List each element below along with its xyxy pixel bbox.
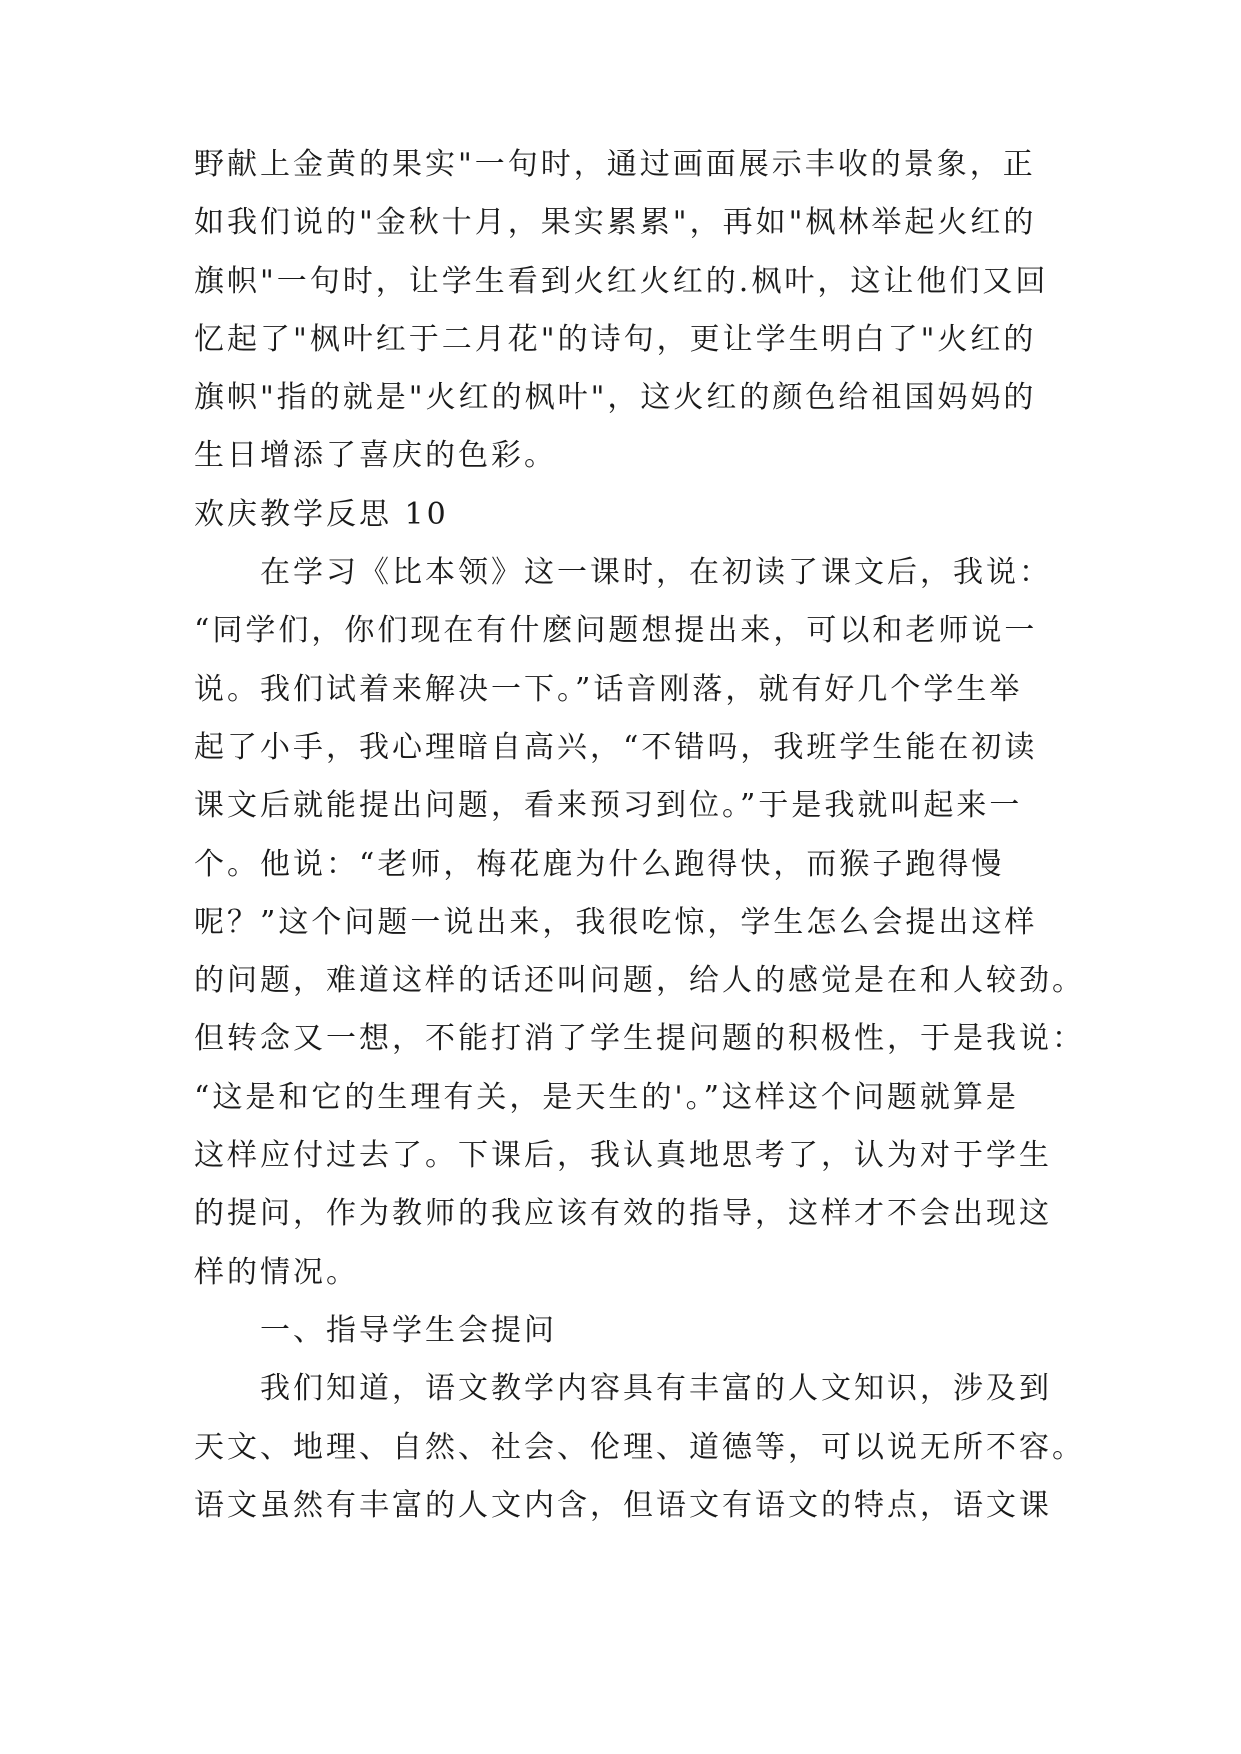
text-line: 忆起了"枫叶红于二月花"的诗句，更让学生明白了"火红的	[194, 321, 1037, 357]
text-line: 的提问，作为教师的我应该有效的指导，这样才不会出现这	[194, 1196, 1052, 1232]
text-line: 样的情况。	[194, 1254, 359, 1290]
text-line: “同学们，你们现在有什麽问题想提出来，可以和老师说一	[194, 613, 1038, 649]
text-line: 呢？”这个问题一说出来，我很吃惊，学生怎么会提出这样	[194, 904, 1038, 940]
text-line: 如我们说的"金秋十月，果实累累"，再如"枫林举起火红的	[194, 205, 1037, 241]
text-line: 语文虽然有丰富的人文内含，但语文有语文的特点，语文课	[194, 1487, 1052, 1523]
text-line: 课文后就能提出问题，看来预习到位。”于是我就叫起来一	[194, 788, 1023, 824]
text-line: 个。他说：“老师，梅花鹿为什么跑得快，而猴子跑得慢	[194, 846, 1005, 882]
text-line: 起了小手，我心理暗自高兴，“不错吗，我班学生能在初读	[194, 729, 1038, 765]
text-line: 我们知道，语文教学内容具有丰富的人文知识，涉及到	[260, 1371, 1052, 1407]
text-line: 旗帜"指的就是"火红的枫叶"，这火红的颜色给祖国妈妈的	[194, 380, 1037, 416]
text-line: 旗帜"一句时，让学生看到火红火红的.枫叶，这让他们又回	[194, 263, 1049, 299]
text-line: 生日增添了喜庆的色彩。	[194, 438, 557, 474]
text-line: 野献上金黄的果实"一句时，通过画面展示丰收的景象，正	[194, 147, 1036, 182]
text-line: 说。我们试着来解决一下。”话音刚落，就有好几个学生举	[194, 671, 1023, 707]
section-title: 欢庆教学反思 10	[194, 496, 449, 532]
text-line: “这是和它的生理有关，是天生的'。”这样这个问题就算是	[194, 1079, 1019, 1115]
text-line: 在学习《比本领》这一课时，在初读了课文后，我说：	[260, 555, 1052, 591]
text-line: 天文、地理、自然、社会、伦理、道德等，可以说无所不容。	[194, 1429, 1085, 1465]
text-line: 的问题，难道这样的话还叫问题，给人的感觉是在和人较劲。	[194, 963, 1085, 999]
text-line: 但转念又一想，不能打消了学生提问题的积极性，于是我说：	[194, 1021, 1085, 1057]
text-line: 这样应付过去了。下课后，我认真地思考了，认为对于学生	[194, 1138, 1052, 1174]
subheading: 一、指导学生会提问	[260, 1312, 557, 1348]
document-body	[194, 136, 1085, 1535]
